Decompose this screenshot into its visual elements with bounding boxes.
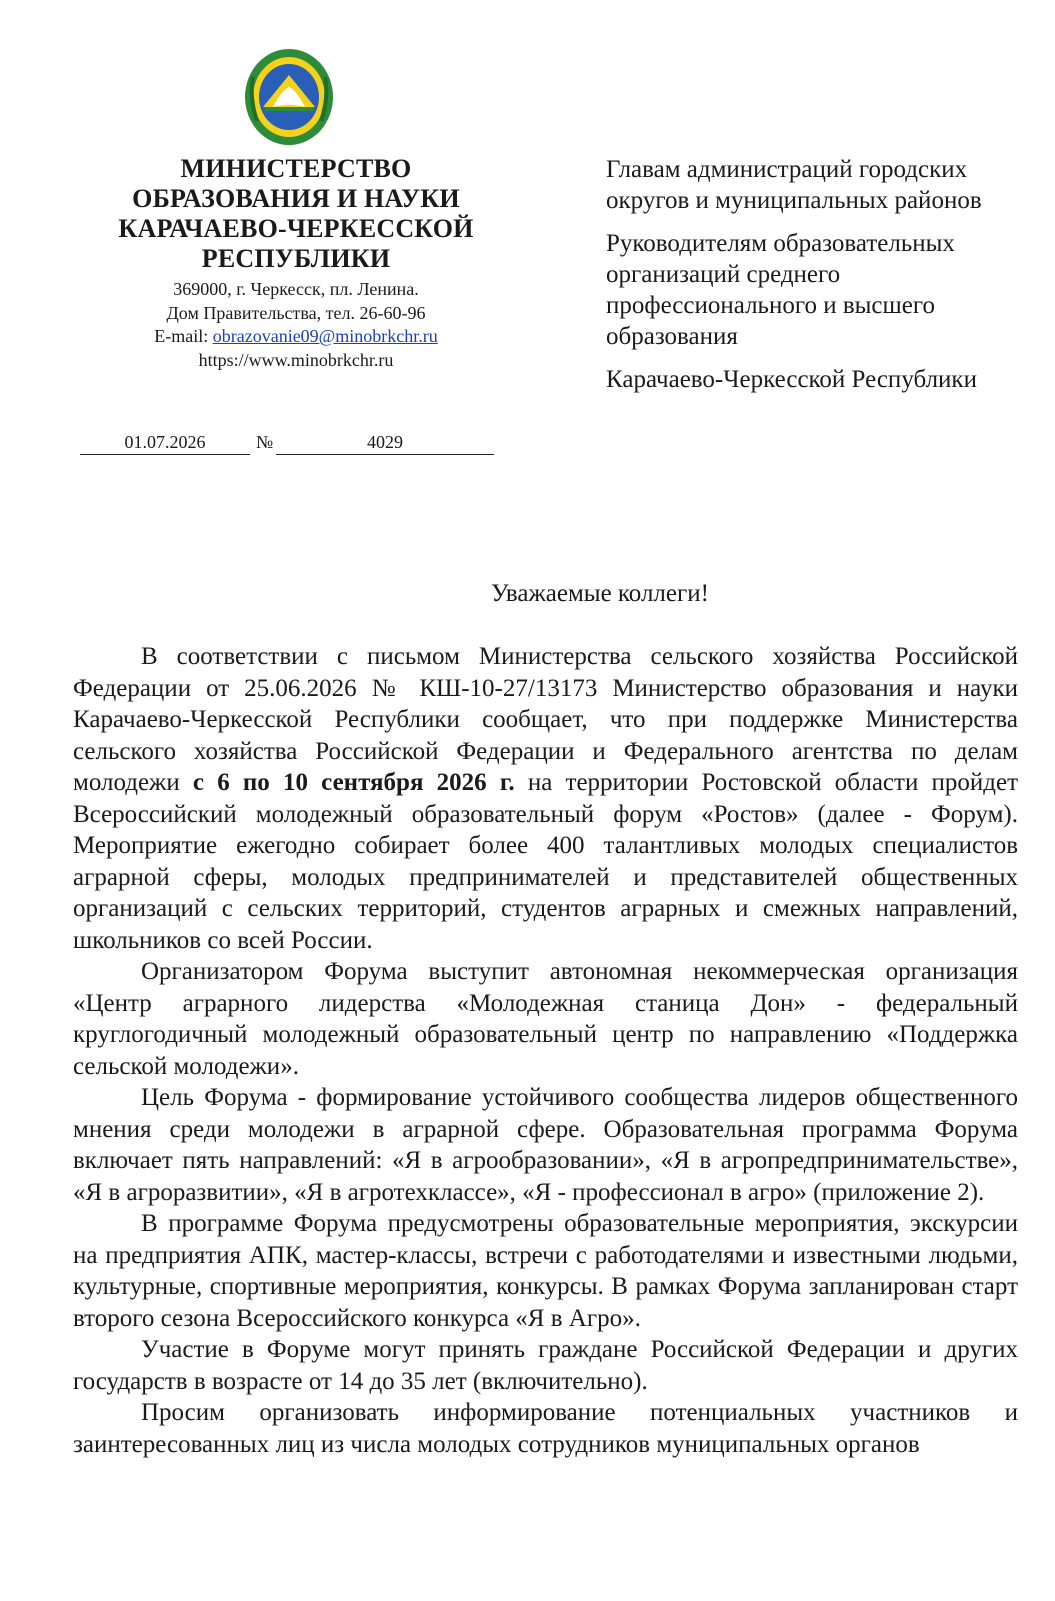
registration-line xyxy=(80,432,500,456)
republic-emblem-icon xyxy=(243,47,335,147)
email-label: E-mail: xyxy=(154,326,209,346)
p1-text-b: на территории Ростовской области пройдет Всероссийский молодежный образовательный форум «Ростов» (далее - Форум). Мероприятие ежегодно собирает более 400 талантливых молодых специалистов аграрной сферы, молодых предпринимателей и представителей общественных организаций с сельских территорий, студентов аграрных и смежных направлений, школьников со всей России. xyxy=(73,769,1019,954)
p1-text-a: В соответствии с письмом Министерства сельского хозяйства Российской Федерации от 25.06.2026 № КШ-10-27/13173 Министерство образования и науки Карачаево-Черкесской Республики сообщает, что при поддержке Министерства сельского хозяйства Российской Федерации и Федерального агентства по делам молодежи xyxy=(73,643,1018,796)
address-line: 369000, г. Черкесск, пл. Ленина. xyxy=(173,279,419,299)
addressee-2: Руководителям образовательных организаций среднего профессионального и высшего образования xyxy=(606,230,955,350)
email-line xyxy=(100,325,492,349)
addressee-1: Главам администраций городских округов и муниципальных районов xyxy=(606,156,982,214)
ministry-name: МИНИСТЕРСТВО ОБРАЗОВАНИЯ И НАУКИ КАРАЧАЕВО-ЧЕРКЕССКОЙ РЕСПУБЛИКИ xyxy=(118,154,474,273)
addressees-block xyxy=(606,154,1026,407)
website-line: https://www.minobrkchr.ru xyxy=(198,349,394,370)
paragraph-6: Просим организовать информирование потенциальных участников и заинтересованных лиц из числа молодых сотрудников муниципальных органов xyxy=(73,1399,1018,1458)
event-dates: с 6 по 10 сентября 2026 г. xyxy=(192,769,515,796)
letter-number: 4029 xyxy=(276,432,494,455)
paragraph-1 xyxy=(73,641,1018,956)
paragraph-2: Организатором Форума выступит автономная некоммерческая организация «Центр аграрного лидерства «Молодежная станица Дон» - федеральный круглогодичный молодежный образовательный центр по направлению «Поддержка сельской молодежи». xyxy=(73,958,1018,1080)
salutation: Уважаемые коллеги! xyxy=(491,580,709,607)
building-line: Дом Правительства, тел. 26-60-96 xyxy=(166,302,426,323)
paragraph-4: В программе Форума предусмотрены образовательные мероприятия, экскурсии на предприятия АПК, мастер-классы, встречи с работодателями и известными людьми, культурные, спортивные мероприятия, конкурсы. В рамках Форума запланирован старт второго сезона Всероссийского конкурса «Я в Агро». xyxy=(73,1210,1018,1332)
ministry-contacts xyxy=(100,278,492,372)
paragraph-3: Цель Форума - формирование устойчивого сообщества лидеров общественного мнения среди молодежи в аграрной сфере. Образовательная программа Форума включает пять направлений: «Я в агрообразовании», «Я в агропредпринимательстве», «Я в агроразвитии», «Я в агротехклассе», «Я - профессионал в агро» (приложение 2). xyxy=(73,1084,1018,1206)
letter-body xyxy=(73,641,1018,1460)
paragraph-5: Участие в Форуме могут принять граждане Российской Федерации и других государств в возрасте от 14 до 35 лет (включительно). xyxy=(73,1336,1018,1395)
letter-date: 01.07.2026 xyxy=(80,432,250,455)
email-link[interactable]: obrazovanie09@minobrkchr.ru xyxy=(212,326,438,346)
number-sign: № xyxy=(256,432,274,452)
addressee-3: Карачаево-Черкесской Республики xyxy=(606,366,977,393)
